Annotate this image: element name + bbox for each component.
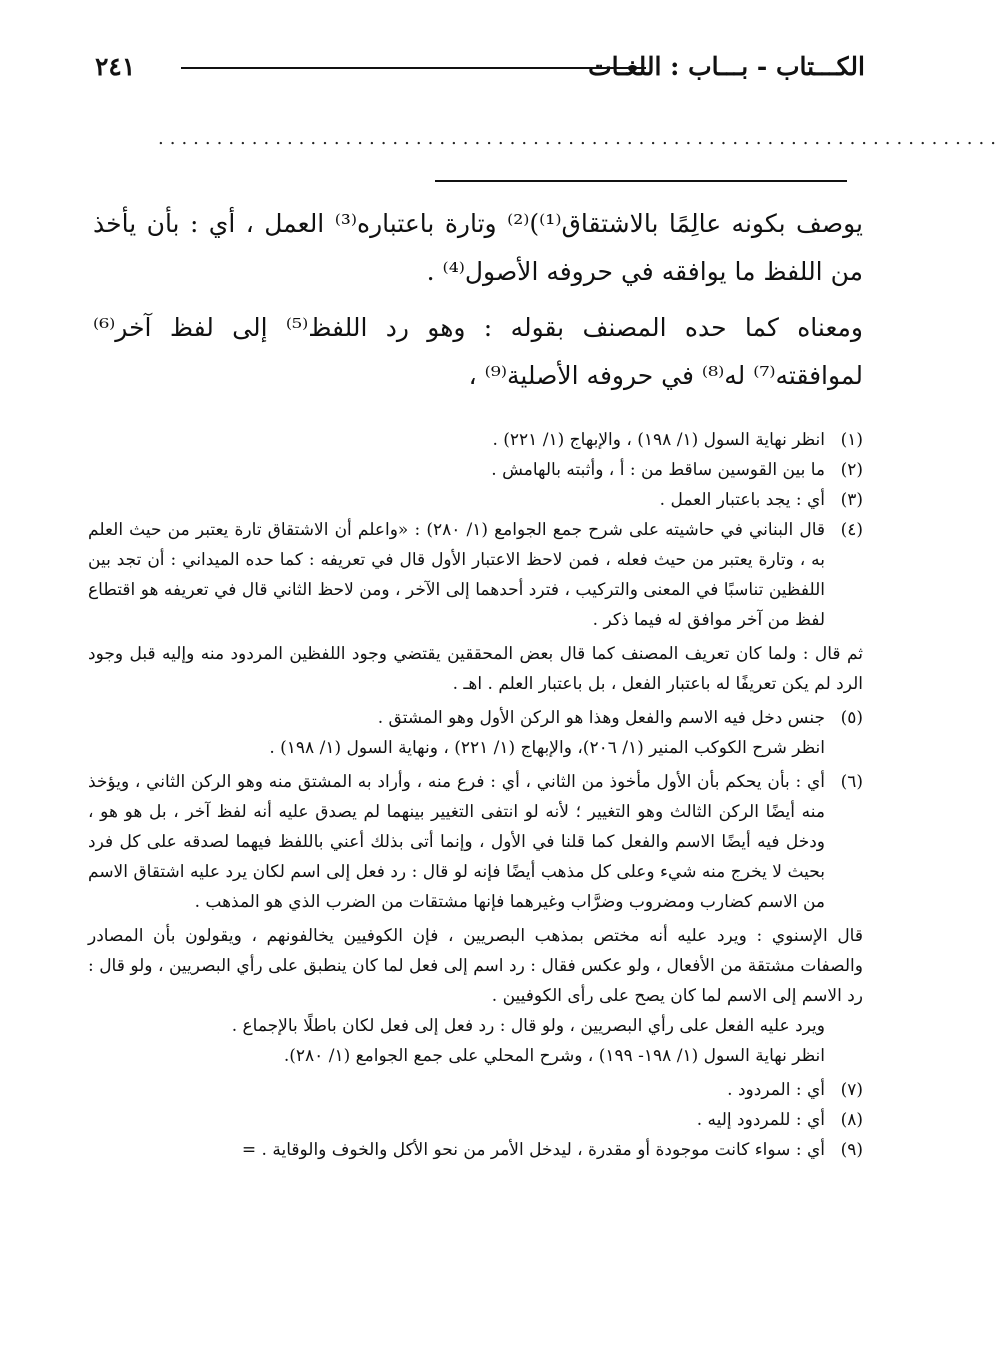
footnote-number: (٥) [840,708,863,728]
footnote-number: (٣) [840,490,863,510]
running-header [95,52,865,92]
footnote-text: أي : بأن يحكم بأن الأول مأخوذ من الثاني ، أي : فرع منه ، وأراد به المشتق منه وهو الركن الثاني ، ويؤخذ منه أيضًا الركن الثالث وهو التغيير ؛ لأنه لو انتفى التغيير بينهما لم يصدق عليه أنه لفظ آخر ، بل هو هو ، ودخل فيه أيضًا الاسم والفعل كما قلنا في الأول ، وإنما أتى بذلك أعني باللفظ فيهما لصدقه على كل فرد بحيث لا يخرج منه شيء وعلى كل مذهب أيضًا فإنه لو قال : رد فعل إلى اسم لكان يرد عليه اشتقاق الاسم من الاسم كضارب ومضروب وضرَّاب وغيرهما فإنها مشتقات من الضرب الذي هو المذهب . [88,772,825,912]
footnote-6 [88,767,863,917]
footnote-text: أي : يجد باعتبار العمل . [659,490,825,510]
footnote-6-continuation: قال الإسنوي : ويرد عليه أنه مختص بمذهب البصريين ، فإن الكوفيين يخالفونهم ، ويقولون بأن المصادر والصفات مشتقة من الأفعال ، ولو عكس فقال : رد اسم إلى فعل لما كان ينطبق على رأي البصريين ، ولو قال : رد الاسم إلى الاسم لما كان يصح على رأى الكوفيين . [88,926,863,1006]
footnote-6-reference: انظر نهاية السول (١/ ١٩٨- ١٩٩) ، وشرح المحلي على جمع الجوامع (١/ ٢٨٠). [283,1046,825,1066]
footnote-number: (٧) [840,1080,863,1100]
separator-dots: ........................................................................ [158,128,1002,149]
body-paragraph-1: يوصف بكونه عالِمًا بالاشتقاق⁽¹⁾)⁽²⁾ وتارة باعتباره⁽³⁾ العمل ، أي : بأن يأخذ من اللفظ ما يوافقه في حروفه الأصول⁽⁴⁾ . [93,209,863,286]
footnote-number: (٢) [840,460,863,480]
footnote-6-note: ويرد عليه الفعل على رأي البصريين ، ولو قال : رد فعل إلى فعل لكان باطلًا بالإجماع . [231,1016,825,1036]
footnote-text: ما بين القوسين ساقط من : أ ، وأثبته بالهامش . [491,460,825,480]
footnote-number: (١) [840,430,863,450]
footnote-number: (٤) [840,520,863,540]
footnote-text: انظر نهاية السول (١/ ١٩٨) ، والإبهاج (١/ ٢٢١) . [492,430,825,450]
footnote-9 [88,1135,863,1165]
footnote-number: (٩) [840,1140,863,1160]
chapter-title: الكـــتاب - بـــاب : اللغـات [588,52,865,81]
footnote-number: (٦) [840,772,863,792]
footnote-text: أي : سواء كانت موجودة أو مقدرة ، ليدخل الأمر من نحو الأكل والخوف والوقاية . = [241,1140,825,1160]
text-top-rule [435,180,847,182]
body-paragraph-2: ومعناه كما حده المصنف بقوله : وهو رد اللفظ⁽⁵⁾ إلى لفظ آخر⁽⁶⁾ لموافقته⁽⁷⁾ له⁽⁸⁾ في حروفه الأصلية⁽⁹⁾ ، [93,313,863,390]
footnote-text: أي : المردود . [727,1080,825,1100]
footnote-4-continuation: ثم قال : ولما كان تعريف المصنف كما قال بعض المحققين يقتضي وجود اللفظين المردود منه وإليه قبل وجود الرد لم يكن تعريفًا له باعتبار الفعل ، بل باعتبار العلم . اهـ . [88,644,863,694]
footnote-8 [88,1105,863,1135]
footnote-3 [88,485,863,515]
footnotes [88,425,863,1165]
footnote-4 [88,515,863,635]
footnote-text: قال البناني في حاشيته على شرح جمع الجوامع (١/ ٢٨٠) : «واعلم أن الاشتقاق تارة يعتبر من حيث العلم به ، وتارة يعتبر من حيث فعله ، فمن لاحظ الاعتبار الأول قال في تعريفه : كما حده الميداني : أن تجد بين اللفظين تناسبًا في المعنى والتركيب ، فترد أحدهما إلى الآخر ، ومن لاحظ الثاني قال في تعريفه هو اقتطاع لفظ من آخر موافق له فيما ذكر . [88,520,825,630]
footnote-5 [88,703,863,733]
footnote-2 [88,455,863,485]
footnote-number: (٨) [840,1110,863,1130]
footnote-5-reference: انظر شرح الكوكب المنير (١/ ٢٠٦)، والإبهاج (١/ ٢٢١) ، ونهاية السول (١/ ١٩٨) . [269,738,825,758]
footnote-text: جنس دخل فيه الاسم والفعل وهذا هو الركن الأول وهو المشتق . [377,708,825,728]
header-rule [181,67,646,69]
footnote-1 [88,425,863,455]
footnote-text: أي : للمردود إليه . [696,1110,825,1130]
footnote-7 [88,1075,863,1105]
page-number: ٢٤١ [95,52,136,81]
